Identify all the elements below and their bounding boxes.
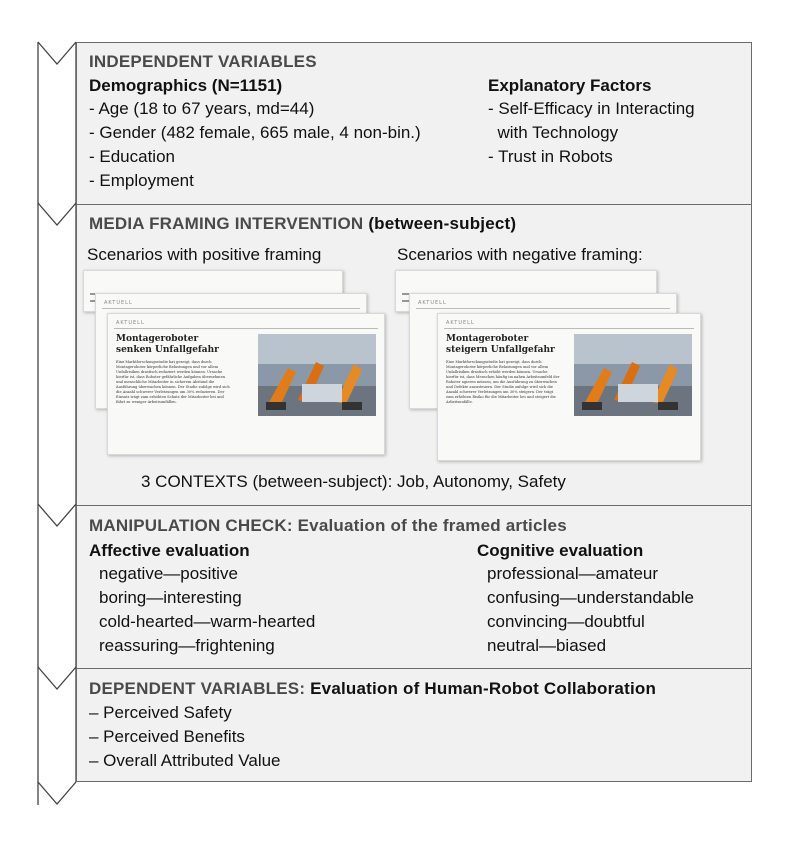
article-tag: AKTUELL — [418, 300, 447, 306]
demographics-list — [89, 97, 421, 193]
list-item: negative—positive — [99, 564, 238, 583]
list-item: - Gender (482 female, 665 male, 4 non-bin.) — [89, 123, 421, 142]
contexts-label: 3 CONTEXTS (between-subject): Job, Autonomy, Safety — [141, 472, 566, 491]
article-tag: AKTUELL — [116, 320, 145, 326]
negative-article-headline: Montageroboter steigern Unfallgefahr — [446, 334, 555, 355]
list-item: with Technology — [488, 123, 619, 142]
list-item: professional—amateur — [487, 564, 659, 583]
positive-article-headline: Montageroboter senken Unfallgefahr — [116, 334, 219, 355]
positive-article-front — [107, 313, 385, 455]
dependent-variables-title-suffix: Evaluation of Human-Robot Collaboration — [310, 679, 657, 698]
positive-framing-label: Scenarios with positive framing — [87, 245, 322, 264]
article-rule — [416, 308, 670, 309]
article-rule — [114, 328, 378, 329]
explanatory-factors-heading: Explanatory Factors — [488, 76, 652, 95]
list-item: – Perceived Benefits — [89, 727, 245, 746]
list-item: - Self-Efficacy in Interacting — [488, 99, 695, 118]
list-item: - Age (18 to 67 years, md=44) — [89, 99, 315, 118]
list-item: - Employment — [89, 171, 194, 190]
media-framing-title — [89, 214, 516, 234]
independent-variables-title: INDEPENDENT VARIABLES — [89, 52, 317, 71]
list-item: reassuring—frightening — [99, 636, 275, 655]
factory-robot-photo — [574, 334, 692, 416]
manipulation-check-title — [89, 516, 567, 536]
positive-article-body: Eine Marktforschungsstudie hat gezeigt, dass durch Montageroboter körperliche Belastungen und vor allem Unfallrisiken drastisch reduziert werden können. Ursache hierfür ist, dass Roboter gefährliche Aufgaben übernehmen und menschliche Mitarbeiter in sicherem Abstand die Ausführung überwachen können. Der Studie zufolge wird sich die Anzahl schwerer Verletzungen um 30% reduzieren. Der Einsatz trägt zum erhöhten Schutz der Mitarbeiter bei und führt zu weniger Arbeitsunfällen. — [116, 360, 230, 404]
cognitive-evaluation-heading: Cognitive evaluation — [477, 541, 644, 560]
negative-article-front — [437, 313, 701, 461]
manipulation-check-title-suffix: Evaluation of the framed articles — [297, 516, 567, 535]
affective-evaluation-heading: Affective evaluation — [89, 541, 250, 560]
article-rule — [102, 308, 360, 309]
list-item: cold-hearted—warm-hearted — [99, 612, 316, 631]
list-item: - Education — [89, 147, 175, 166]
list-item: convincing—doubtful — [487, 612, 645, 631]
list-item: – Perceived Safety — [89, 703, 232, 722]
cognitive-evaluation-list — [487, 562, 694, 658]
list-item: – Overall Attributed Value — [89, 751, 281, 770]
media-framing-title-main: MEDIA FRAMING INTERVENTION — [89, 214, 364, 233]
factory-robot-photo — [258, 334, 376, 416]
list-item: neutral—biased — [487, 636, 607, 655]
independent-variables-section — [76, 42, 752, 205]
media-framing-title-suffix: (between-subject) — [368, 214, 517, 233]
article-tag: AKTUELL — [104, 300, 133, 306]
list-item: confusing—understandable — [487, 588, 694, 607]
explanatory-factors-list — [488, 97, 695, 169]
list-item: boring—interesting — [99, 588, 242, 607]
dependent-variables-title — [89, 679, 656, 699]
negative-framing-label: Scenarios with negative framing: — [397, 245, 643, 264]
demographics-heading: Demographics (N=1151) — [89, 76, 283, 95]
affective-evaluation-list — [99, 562, 315, 658]
list-item: - Trust in Robots — [488, 147, 613, 166]
article-tag: AKTUELL — [446, 320, 475, 326]
dependent-variables-list — [89, 701, 281, 773]
dependent-variables-section — [76, 668, 752, 782]
manipulation-check-section — [76, 505, 752, 669]
dependent-variables-title-main: DEPENDENT VARIABLES: — [89, 679, 306, 698]
article-rule — [444, 328, 694, 329]
media-framing-section — [76, 204, 752, 506]
manipulation-check-title-main: MANIPULATION CHECK: — [89, 516, 293, 535]
negative-article-body: Eine Marktforschungsstudie hat gezeigt, dass durch Montageroboter körperliche Belastungen und vor allem Unfallrisiken drastisch erhöht werden können. Ursache hierfür ist, dass Menschen häufig im nahen Arbeitsumfeld der Roboter agieren müssen, um die Ausführung zu überwachen und Defekte anzusteuern. Der Studie zufolge wird sich die Anzahl schwerer Verletzungen um 30% steigern. Der trägt zum erhöhten Risiko für die Mitarbeiter bei und steigert die Arbeitsunfälle. — [446, 360, 560, 404]
